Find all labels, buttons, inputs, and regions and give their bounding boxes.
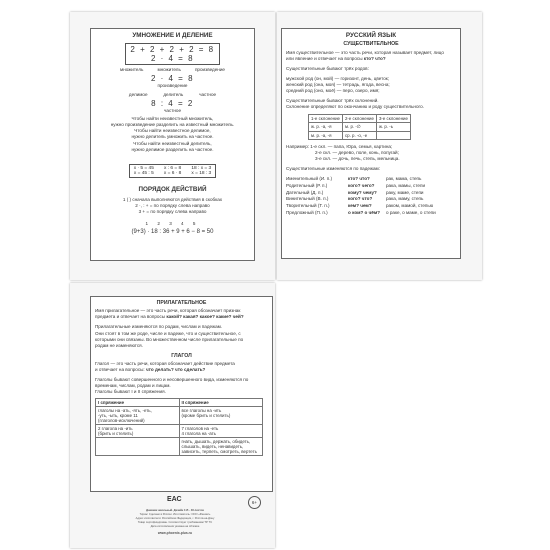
decl-header-3: 3-е склонение	[376, 114, 410, 122]
case-question: о ком? о чём?	[348, 209, 381, 215]
verb-para-1: Глаголы бывают совершенного и несовершенного вида, изменяются по	[95, 376, 249, 382]
multiplier-label-2: множитель	[157, 67, 181, 72]
verb-def-1: Глагол — это часть речи, которая обозначает действие предмета	[95, 361, 235, 367]
imprint-line-5: Дата изготовления указана на обложке	[150, 524, 200, 528]
verb-def-2: и отвечает на вопросы:	[95, 367, 145, 373]
multiplier-label-1: множитель	[120, 67, 144, 72]
left-page	[70, 12, 275, 280]
gender-n: средний род (оно, моё) — перо, озеро, имя;	[286, 87, 380, 93]
equation-multiplication: 2 · 4 = 8	[150, 74, 195, 84]
back-page	[70, 283, 275, 548]
noun-title: СУЩЕСТВИТЕЛЬНОЕ	[343, 41, 399, 47]
website-link[interactable]: www.phoenix-plus.ru	[157, 530, 193, 535]
order-rule-3: 3 + = по порядку слева направо	[138, 209, 207, 215]
imprint-line-2: Тираж: Сделано в России. Изготовитель: ООО «Феникс»	[139, 512, 211, 516]
order-title: ПОРЯДОК ДЕЙСТВИЙ	[138, 185, 207, 193]
adj-para-4: родам не изменяются.	[95, 342, 143, 348]
gender-f: женский род (она, моя) — тетрадь, ягода, весна;	[286, 81, 390, 87]
decl-cell: ж. р. -ь	[376, 122, 410, 131]
example-5: x = 6 · 8	[163, 170, 182, 176]
decl-header-1: 1-е склонение	[309, 114, 343, 122]
right-page-frame	[281, 28, 461, 259]
conj-cell: глаголы на -ать, -ять, -еть, -уть, -ыть, кроме 11 (глаголов-исключений)	[96, 407, 180, 425]
conj-cell: 2 глагола на -ить (брить и стелить)	[96, 425, 180, 438]
noun-def-q: кто? что?	[363, 56, 386, 62]
dividend-label: делимое	[128, 92, 148, 98]
verb-para-3: Глаголы бывают I и II спряжения.	[95, 388, 166, 394]
decl-cell: м. р. -а, -я	[309, 131, 343, 139]
case-name: Родительный (Р. п.)	[286, 182, 328, 188]
russian-title: РУССКИЙ ЯЗЫК	[345, 32, 397, 39]
genders-intro: Существительные бывают трёх родов:	[286, 66, 369, 72]
case-question: кому? чему?	[348, 189, 377, 195]
conjugation-table	[95, 398, 263, 456]
conj-cell: гнать, дышать, держать, обидеть, слышать, видеть, ненавидеть, зависеть, терпеть, смотреть, вертеть	[179, 438, 263, 456]
adj-para-1: Прилагательные изменяются по родам, числам и падежам.	[95, 324, 223, 330]
cases-list	[286, 176, 456, 216]
case-name: Винительный (В. п.)	[286, 196, 329, 202]
decl-cell: ср. р. -о, -е	[342, 131, 376, 139]
divisor-label: делитель	[163, 92, 184, 98]
case-example: рака, маму, степь	[386, 196, 424, 202]
product-label: произведение	[157, 83, 188, 89]
case-question: кем? чем?	[348, 203, 372, 208]
examples-box	[129, 164, 216, 178]
rule-line-5: Чтобы найти неизвестный делитель,	[133, 140, 212, 146]
adj-para-2: Они стоят в том же роде, числе и падеже, что и существительное, с	[95, 330, 241, 336]
rule-line-1: Чтобы найти неизвестный множитель,	[131, 115, 214, 121]
quotient-label: частное	[199, 92, 217, 98]
gender-m: мужской род (он, мой) — горизонт, день, цветок;	[286, 75, 390, 81]
verb-question: что делать? что сделать?	[146, 367, 206, 373]
declension-table	[308, 114, 411, 140]
order-rule-2: 2 ·, : + = по порядку слева направо	[135, 203, 210, 209]
case-name: Дательный (Д. п.)	[286, 189, 324, 195]
conj-cell	[96, 438, 180, 456]
decl-example-3: 3-е скл. — дочь, печь, степь, мельница.	[315, 155, 400, 161]
case-example: рак, мама, степь	[386, 176, 422, 182]
product-label-top: произведение	[194, 67, 225, 72]
decl-sub: Склонение определяют по окончанию и роду существительного.	[286, 104, 424, 110]
adj-def-1: Имя прилагательное — это часть речи, которая обозначает признак	[95, 308, 241, 313]
equation-product: 2 · 4 = 8	[150, 54, 195, 63]
conj-cell: все глаголы на -ить (кроме брить и стелить)	[179, 407, 263, 425]
conj-cell: 7 глаголов на -еть 4 глагола на -ать	[179, 425, 263, 438]
case-question: кого? чего?	[348, 182, 375, 188]
order-step-numbers: 1 2 3 4 5	[145, 221, 200, 227]
case-question: кого? что?	[348, 196, 373, 202]
multiplication-title: УМНОЖЕНИЕ И ДЕЛЕНИЕ	[132, 32, 213, 39]
case-example: раку, маме, степи	[386, 189, 424, 195]
right-page	[277, 12, 482, 280]
decl-intro: Существительные бывают трёх склонений.	[286, 98, 379, 104]
example-6: x = 18 : 3	[191, 170, 212, 176]
decl-cell: ж. р. -а, -я	[309, 122, 343, 131]
imprint-line-3: Адрес изготовителя: Российская Федерация, г. Ростов-на-Дону	[135, 516, 215, 520]
left-page-frame	[90, 28, 255, 261]
case-name: Предложный (П. п.)	[286, 209, 328, 215]
adj-question: какой? какая? какое? какие? чей?	[166, 314, 244, 320]
adj-def-2: предмета и отвечает на вопросы	[95, 314, 166, 320]
equation-box	[125, 43, 219, 65]
case-example: о раке, о маме, о степи	[386, 209, 436, 215]
back-page-frame	[90, 296, 273, 492]
age-badge: 6+	[248, 496, 261, 509]
conj-header-1: I спряжение	[96, 399, 180, 407]
decl-example-2: 2-е скл. — дерево, поле, конь, попугай;	[315, 149, 399, 155]
decl-cell	[376, 131, 410, 139]
noun-def-1: Имя существительное — это часть речи, которая называет предмет, лицо	[286, 50, 444, 55]
order-rule-1: 1 ( ) сначала выполняются действия в скобках	[122, 196, 223, 202]
rule-line-4: нужно делитель умножить на частное.	[131, 134, 214, 140]
case-example: рака, мамы, степи	[386, 182, 426, 188]
adjective-title: ПРИЛАГАТЕЛЬНОЕ	[156, 300, 207, 306]
eac-mark: ЕАС	[167, 496, 182, 503]
example-1: x · 5 = 45	[133, 165, 154, 171]
imprint-line-4: Товар сертифицирован. Соответствует требованиям ТР ТС	[137, 520, 213, 524]
conj-header-2: II спряжение	[179, 399, 263, 407]
order-expression: (9+3) · 18 : 36 + 9 + 6 − 8 = 50	[131, 228, 214, 235]
case-question: кто? что?	[348, 176, 370, 182]
example-2: x : 6 = 8	[164, 165, 182, 171]
cases-intro: Существительные изменяются по падежам:	[286, 166, 380, 172]
imprint-line-1: Дневник школьный. Дизайн 115 · 48 листов	[146, 509, 204, 512]
rule-line-6: нужно делимое разделить на частное.	[131, 146, 214, 152]
noun-def-2: или явление и отвечает на вопросы	[286, 56, 363, 62]
decl-example-1: Например: 1-е скл. — папа, Юра, семья, картина;	[286, 143, 393, 149]
verb-para-2: временам, числам, родам и лицам.	[95, 382, 171, 388]
decl-cell: м. р. -∅	[342, 122, 376, 131]
decl-header-2: 2-е склонение	[342, 114, 376, 122]
case-name: Творительный (Т. п.)	[286, 203, 330, 208]
adj-para-3: которыми они связаны. Во множественном числе прилагательные по	[95, 336, 244, 342]
quotient-bracket-label: частное	[164, 107, 181, 113]
verb-title: ГЛАГОЛ	[171, 353, 192, 360]
case-example: раком, мамой, степью	[386, 203, 434, 208]
example-3: 18 : x = 3	[191, 165, 212, 171]
example-4: x = 45 : 5	[133, 170, 154, 176]
rule-line-2: нужно произведение разделить на известный множитель.	[110, 121, 235, 127]
equation-division: 8 : 4 = 2	[151, 98, 194, 108]
equation-sum: 2 + 2 + 2 + 2 = 8	[130, 45, 215, 54]
case-name: Именительный (И. п.)	[286, 176, 333, 182]
rule-line-3: Чтобы найти неизвестное делимое,	[134, 128, 211, 134]
